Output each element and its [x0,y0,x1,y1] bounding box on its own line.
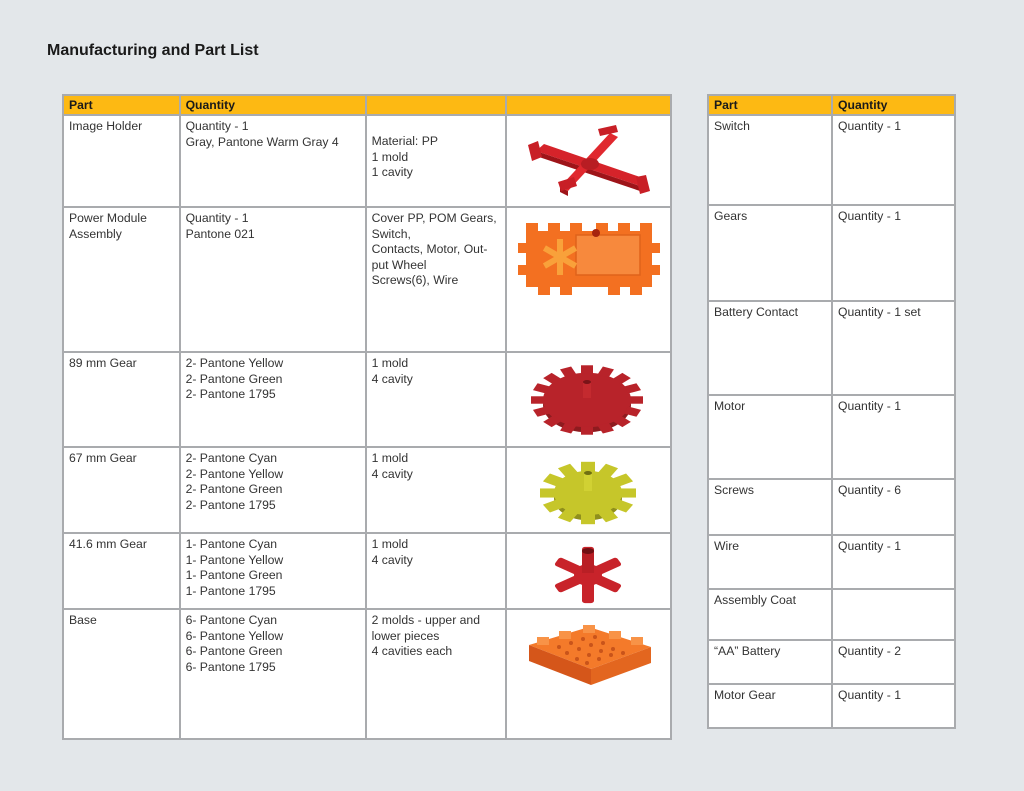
part-spec: 2 molds - upper and lower pieces 4 cavities each [366,609,506,739]
part-quantity: Quantity - 1 [832,395,955,479]
table-row [63,352,671,447]
table-row [708,479,955,535]
table-header-row [63,95,671,115]
part-quantity: Quantity - 6 [832,479,955,535]
part-quantity: 2- Pantone Cyan 2- Pantone Yellow 2- Pantone Green 2- Pantone 1795 [180,447,366,533]
table-row [708,589,955,640]
part-quantity: Quantity - 1 Pantone 021 [180,207,366,352]
part-spec: 1 mold 4 cavity [366,533,506,609]
table-row [708,640,955,684]
part-name: Assembly Coat [708,589,832,640]
part-name: 89 mm Gear [63,352,180,447]
part-spec: Material: PP 1 mold 1 cavity [366,115,506,207]
gear-67mm-part-icon [534,451,644,529]
column-header-quantity: Quantity [180,95,366,115]
part-quantity: 1- Pantone Cyan 1- Pantone Yellow 1- Pantone Green 1- Pantone 1795 [180,533,366,609]
power-module-part-icon [514,211,664,301]
part-name: Motor [708,395,832,479]
gear-89mm-part-icon [529,356,649,436]
part-quantity: Quantity - 1 Gray, Pantone Warm Gray 4 [180,115,366,207]
part-spec: 1 mold 4 cavity [366,447,506,533]
manufacturing-parts-table [62,94,672,740]
part-name: “AA” Battery [708,640,832,684]
gear-41mm-part-icon [544,537,634,605]
page-title: Manufacturing and Part List [47,42,259,59]
column-header-part: Part [708,95,832,115]
table-row [708,205,955,301]
part-name: 41.6 mm Gear [63,533,180,609]
part-name: Wire [708,535,832,589]
part-name: Base [63,609,180,739]
part-name: Motor Gear [708,684,832,728]
image-holder-part-icon [514,119,664,203]
part-name: Power Module Assembly [63,207,180,352]
assembly-parts-table [707,94,956,729]
part-name: 67 mm Gear [63,447,180,533]
part-spec: 1 mold 4 cavity [366,352,506,447]
part-quantity: Quantity - 1 [832,684,955,728]
part-name: Battery Contact [708,301,832,395]
table-row [708,684,955,728]
part-name: Screws [708,479,832,535]
base-part-icon [519,613,659,693]
table-row [63,447,671,533]
table-row [63,207,671,352]
table-row [708,115,955,205]
part-quantity: 6- Pantone Cyan 6- Pantone Yellow 6- Pantone Green 6- Pantone 1795 [180,609,366,739]
table-row [63,609,671,739]
table-row [708,395,955,479]
part-quantity: Quantity - 1 set [832,301,955,395]
table-row [708,301,955,395]
part-quantity: Quantity - 1 [832,115,955,205]
part-quantity: Quantity - 1 [832,205,955,301]
column-header-part: Part [63,95,180,115]
part-quantity: 2- Pantone Yellow 2- Pantone Green 2- Pantone 1795 [180,352,366,447]
part-spec: Cover PP, POM Gears, Switch, Contacts, Motor, Out- put Wheel Screws(6), Wire [366,207,506,352]
table-row [63,115,671,207]
table-row [708,535,955,589]
part-name: Gears [708,205,832,301]
part-quantity [832,589,955,640]
column-header-image [506,95,671,115]
column-header-quantity: Quantity [832,95,955,115]
part-quantity: Quantity - 2 [832,640,955,684]
table-header-row [708,95,955,115]
column-header-spec [366,95,506,115]
part-name: Image Holder [63,115,180,207]
part-name: Switch [708,115,832,205]
part-quantity: Quantity - 1 [832,535,955,589]
table-row [63,533,671,609]
